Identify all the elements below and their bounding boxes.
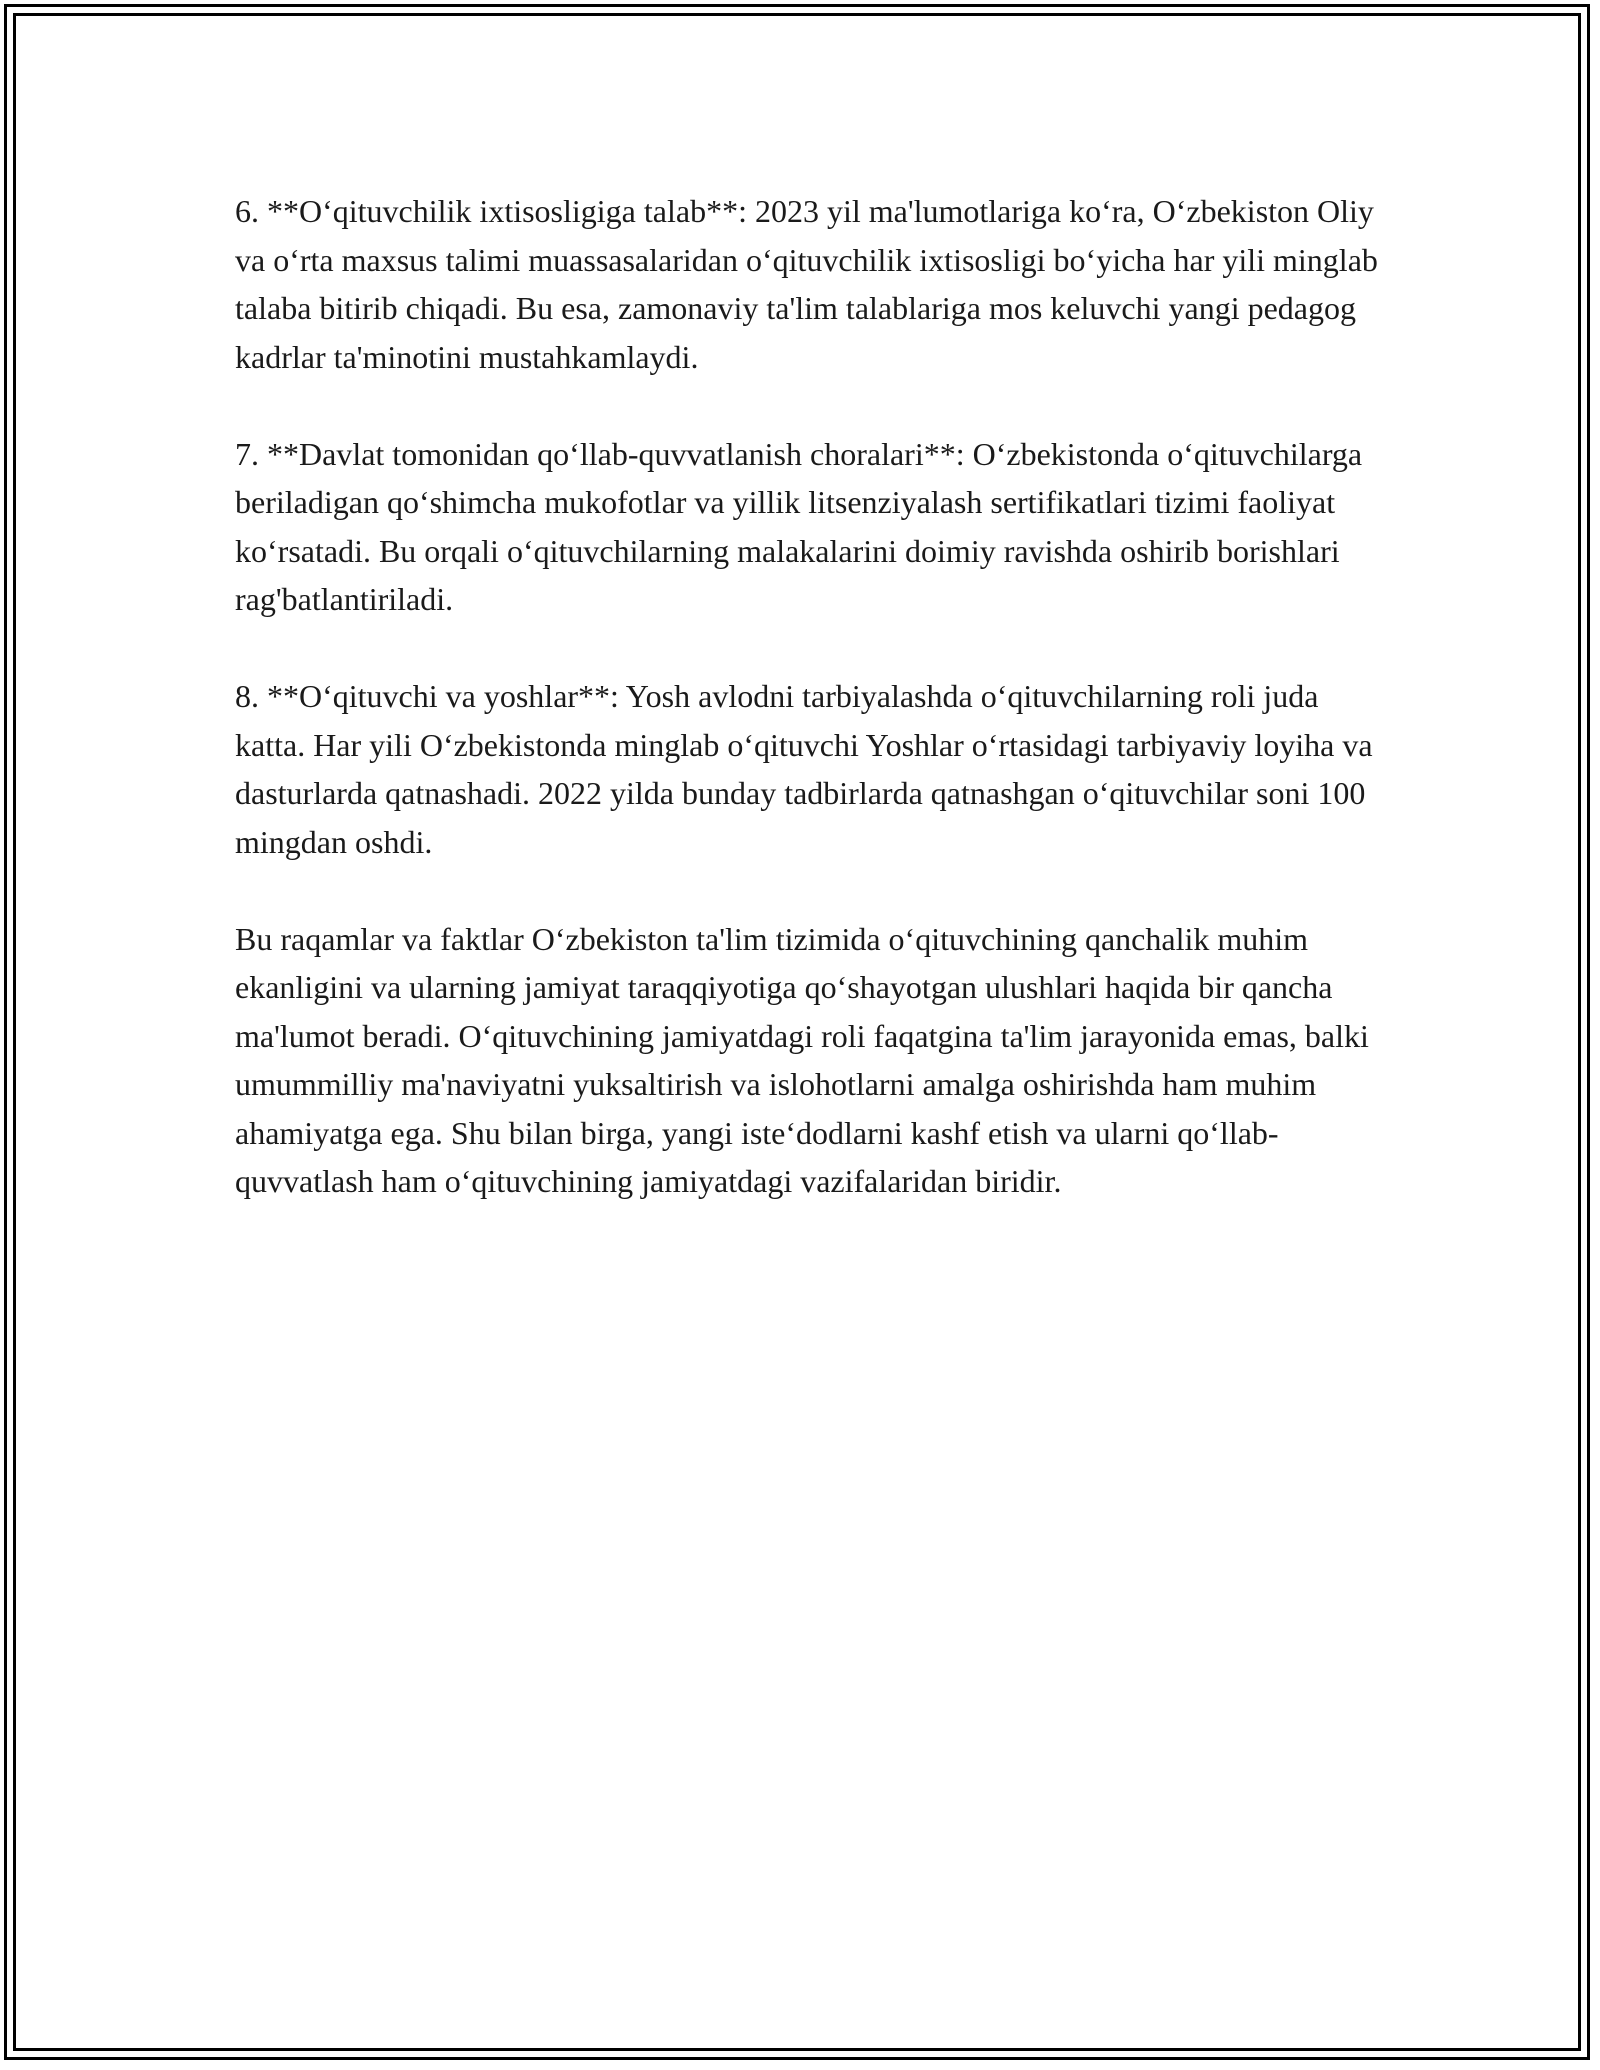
paragraph-8-teachers-and-youth: 8. **Oʻqituvchi va yoshlar**: Yosh avlodni tarbiyalashda oʻqituvchilarning roli juda katta. Har yili Oʻzbekistonda minglab oʻqituvchi Yoshlar oʻrtasidagi tarbiyaviy loyiha va dasturlarda qatnashadi. 2022 yilda bunday tadbirlarda qatnashgan oʻqituvchilar soni 100 mingdan oshdi. bbox=[235, 678, 1373, 860]
paragraph-6-teaching-specialty-demand: 6. **Oʻqituvchilik ixtisosligiga talab**: 2023 yil ma'lumotlariga koʻra, Oʻzbekiston Oliy va oʻrta maxsus talimi muassasalaridan oʻqituvchilik ixtisosligi boʻyicha har yili minglab talaba bitirib chiqadi. Bu esa, zamonaviy ta'lim talablariga mos keluvchi yangi pedagog kadrlar ta'minotini mustahkamlaydi. bbox=[235, 193, 1378, 375]
paragraph-conclusion: Bu raqamlar va faktlar Oʻzbekiston ta'lim tizimida oʻqituvchining qanchalik muhim ekanligini va ularning jamiyat taraqqiyotiga qoʻshayotgan ulushlari haqida bir qancha ma'lumot beradi. Oʻqituvchining jamiyatdagi roli faqatgina ta'lim jarayonida emas, balki umummilliy ma'naviyatni yuksaltirish va islohotlarni amalga oshirishda ham muhim ahamiyatga ega. Shu bilan birga, yangi isteʻdodlarni kashf etish va ularni qoʻllab-quvvatlash ham oʻqituvchining jamiyatdagi vazifalaridan biridir. bbox=[235, 920, 1369, 1199]
document-body bbox=[235, 187, 1385, 1254]
paragraph-7-state-support-measures: 7. **Davlat tomonidan qoʻllab-quvvatlanish choralari**: Oʻzbekistonda oʻqituvchilarga beriladigan qoʻshimcha mukofotlar va yillik litsenziyalash sertifikatlari tizimi faoliyat koʻrsatadi. Bu orqali oʻqituvchilarning malakalarini doimiy ravishda oshirib borishlari rag'batlantiriladi. bbox=[235, 435, 1363, 617]
